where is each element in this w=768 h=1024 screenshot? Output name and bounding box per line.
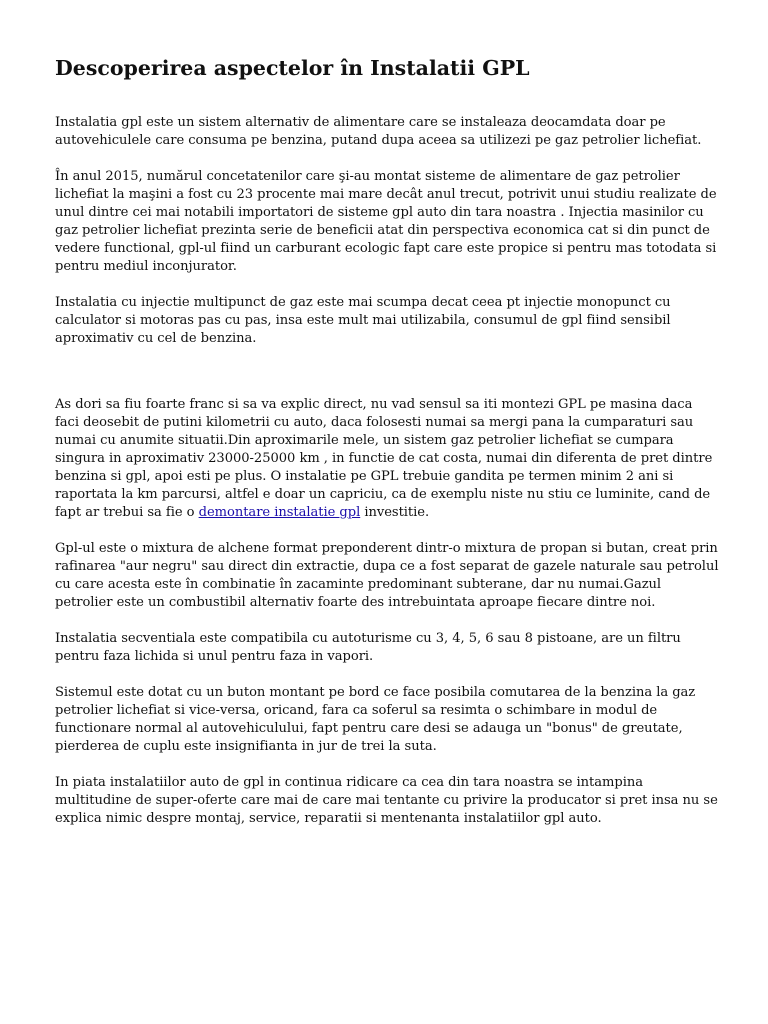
demontare-instalatie-gpl-link[interactable]: demontare instalatie gpl [198, 505, 361, 520]
paragraph-gpl-composition: Gpl-ul este o mixtura de alchene format preponderent dintr-o mixtura de propan si butan, creat prin rafinarea "aur negru" sau direct din extractie, dupa ce a fost separat de gazele naturale sau petrolul cu care acesta este în combinatie în zacaminte predominant subterane, dar nu numai.Gazul petrolier este un combustibil alternativ foarte des intrebuintata aproape fiecare dintre noi. [55, 541, 719, 610]
paragraph-multipoint-injection: Instalatia cu injectie multipunct de gaz este mai scumpa decat ceea pt injectie monopunct cu calculator si motoras pas cu pas, insa este mult mai utilizabila, consumul de gpl fiind sensibil aproximativ cu cel de benzina. [55, 295, 671, 346]
paragraph-switch-button: Sistemul este dotat cu un buton montant pe bord ce face posibila comutarea de la benzina la gaz petrolier lichefiat si vice-versa, oricand, fara ca soferul sa resimta o schimbare in modul de functionare normal al autovehiculului, fapt pentru care desi se adauga un "bonus" de greutate, pierderea de cuplu este insignifianta in jur de trei la suta. [55, 685, 696, 754]
paragraph-market: In piata instalatiilor auto de gpl in continua ridicare ca cea din tara noastra se intampina multitudine de super-oferte care mai de care mai tentante cu privire la producator si pret insa nu se explica nimic despre montaj, service, reparatii si mentenanta instalatiilor gpl auto. [55, 775, 718, 826]
paragraph-sequential-install: Instalatia secventiala este compatibila cu autoturisme cu 3, 4, 5, 6 sau 8 pistoane, are un filtru pentru faza lichida si unul pentru faza in vapori. [55, 631, 681, 664]
paragraph-gap [55, 366, 720, 396]
paragraph-opinion [55, 396, 720, 522]
paragraph-opinion-text: As dori sa fiu foarte franc si sa va explic direct, nu vad sensul sa iti montezi GPL pe masina daca faci deosebit de putini kilometrii cu auto, daca folosesti numai sa mergi pana la cumparaturi sau numai cu anumite situatii.Din aproximarile mele, un sistem gaz petrolier lichefiat se cumpara singura in aproximativ 23000-25000 km , in functie de cat costa, numai din diferenta de pret dintre benzina si gpl, apoi esti pe plus. O instalatie pe GPL trebuie gandita pe termen minim 2 ani si raportata la km parcursi, altfel e doar un capriciu, ca de exemplu niste nu stiu ce luminite, cand de fapt ar trebui sa fie o [55, 397, 713, 520]
paragraph-statistics: În anul 2015, numărul concetatenilor care şi-au montat sisteme de alimentare de gaz petrolier lichefiat la maşini a fost cu 23 procente mai mare decât anul trecut, potrivit unui studiu realizate de unul dintre cei mai notabili importatori de sisteme gpl auto din tara noastra . Injectia masinilor cu gaz petrolier lichefiat prezinta serie de beneficii atat din perspectiva economica cat si din punct de vedere functional, gpl-ul fiind un carburant ecologic fapt care este propice si pentru mas totodata si pentru mediul inconjurator. [55, 169, 717, 274]
paragraph-opinion-tail: investitie. [360, 505, 430, 520]
document-page [55, 53, 720, 846]
paragraph-intro: Instalatia gpl este un sistem alternativ de alimentare care se instaleaza deocamdata doar pe autovehiculele care consuma pe benzina, putand dupa aceea sa utilizezi pe gaz petrolier lichefiat. [55, 115, 702, 148]
page-title: Descoperirea aspectelor în Instalatii GPL [55, 56, 530, 80]
